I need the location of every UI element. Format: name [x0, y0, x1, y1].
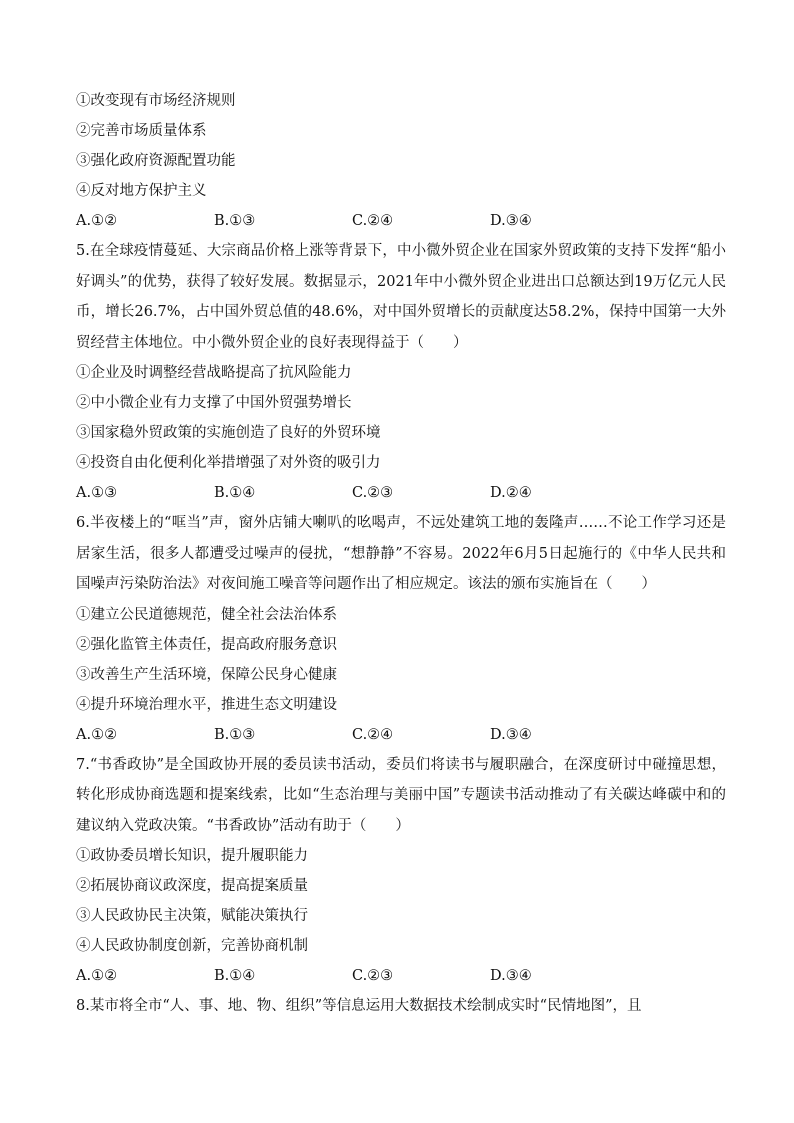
- choice-d: D.③④: [490, 213, 532, 229]
- option-statement: ①政协委员增长知识，提升履职能力: [76, 848, 308, 864]
- answer-choices: [76, 206, 726, 236]
- choice-b: B.①④: [214, 485, 256, 501]
- answer-choices: [76, 961, 726, 991]
- question-stem: 6.半夜楼上的“哐当”声，窗外店铺大喇叭的吆喝声，不远处建筑工地的轰隆声……不论工作学习还是居家生活，很多人都遭受过噪声的侵扰，“想静静”不容易。2022年6月5日起施行的《中华人民共和国噪声污染防治法》对夜间施工噪音等问题作出了相应规定。该法的颁布实施旨在（ ）: [76, 515, 726, 592]
- choice-b: B.①③: [214, 726, 256, 743]
- option-statement: ③国家稳外贸政策的实施创造了良好的外贸环境: [76, 425, 381, 441]
- choice-a: A.①②: [76, 968, 118, 984]
- question-8: [76, 991, 726, 1021]
- choice-a: A.①②: [76, 213, 118, 229]
- option-statement: ①企业及时调整经营战略提高了抗风险能力: [76, 365, 352, 381]
- option-statement: ③改善生产生活环境，保障公民身心健康: [76, 666, 337, 683]
- choice-c: C.②④: [352, 726, 394, 743]
- option-statement: ②完善市场质量体系: [76, 123, 207, 139]
- choice-b: B.①④: [214, 968, 256, 984]
- question-7: [76, 750, 726, 992]
- option-statement: ④提升环境治理水平，推进生态文明建设: [76, 696, 337, 713]
- choice-d: D.③④: [490, 968, 532, 984]
- option-statement: ④投资自由化便利化举措增强了对外资的吸引力: [76, 455, 381, 471]
- question-4-fragment: [76, 86, 726, 236]
- choice-d: D.③④: [490, 726, 532, 743]
- option-statement: ④反对地方保护主义: [76, 183, 207, 199]
- question-stem: 5.在全球疫情蔓延、大宗商品价格上涨等背景下，中小微外贸企业在国家外贸政策的支持下发挥“船小好调头”的优势，获得了较好发展。数据显示，2021年中小微外贸企业进出口总额达到19万亿元人民币，增长26.7%，占中国外贸总值的48.6%，对中国外贸增长的贡献度达58.2%，保持中国第一大外贸经营主体地位。中小微外贸企业的良好表现得益于（ ）: [76, 243, 726, 351]
- option-statement: ②强化监管主体责任，提高政府服务意识: [76, 636, 337, 653]
- choice-c: C.②④: [352, 213, 394, 229]
- option-statement: ③强化政府资源配置功能: [76, 153, 236, 169]
- option-statement: ①建立公民道德规范，健全社会法治体系: [76, 606, 337, 623]
- choice-c: C.②③: [352, 968, 394, 984]
- exam-page: [76, 86, 726, 1021]
- answer-choices: [76, 478, 726, 508]
- option-statement: ②中小微企业有力支撑了中国外贸强势增长: [76, 395, 352, 411]
- question-5: [76, 236, 726, 508]
- choice-b: B.①③: [214, 213, 256, 229]
- option-statement: ④人民政协制度创新，完善协商机制: [76, 938, 308, 954]
- option-statement: ①改变现有市场经济规则: [76, 93, 236, 109]
- question-stem: 7.“书香政协”是全国政协开展的委员读书活动，委员们将读书与履职融合，在深度研讨中碰撞思想，转化形成协商选题和提案线索，比如“生态治理与美丽中国”专题读书活动推动了有关碳达峰碳中和的建议纳入党政决策。“书香政协”活动有助于（ ）: [76, 756, 726, 834]
- choice-d: D.②④: [490, 485, 532, 501]
- choice-a: A.①③: [76, 485, 118, 501]
- answer-choices: [76, 720, 726, 750]
- option-statement: ②拓展协商议政深度，提高提案质量: [76, 878, 308, 894]
- question-6: [76, 508, 726, 750]
- choice-a: A.①②: [76, 726, 118, 743]
- choice-c: C.②③: [352, 485, 394, 501]
- question-stem: 8.某市将全市“人、事、地、物、组织”等信息运用大数据技术绘制成实时“民情地图”，且: [76, 998, 642, 1014]
- option-statement: ③人民政协民主决策，赋能决策执行: [76, 908, 308, 924]
